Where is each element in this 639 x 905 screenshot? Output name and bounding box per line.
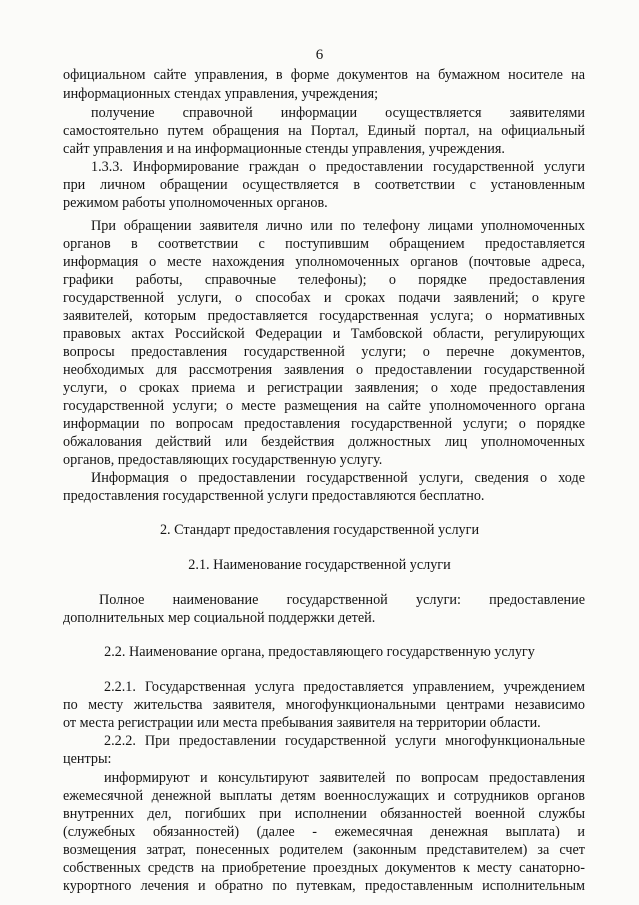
text-line: официальном сайте управления, в форме документов на бумажном носителе на	[63, 67, 585, 83]
text-line: внутренних дел, погибших при исполнении обязанностей военной службы	[63, 806, 585, 822]
text-line: обжалования действий или бездействия должностных лиц уполномоченных	[63, 434, 585, 450]
text-line: режимом работы уполномоченных органов.	[63, 195, 328, 211]
text-line: необходимых для рассмотрения заявления о предоставлении государственной	[63, 362, 585, 378]
text-line: информация о месте нахождения уполномоченных органов (почтовые адреса,	[63, 254, 585, 270]
text-line: предоставления государственной услуги предоставляются бесплатно.	[63, 488, 485, 504]
text-line: возмещения затрат, понесенных родителем (законным представителем) за счет	[63, 842, 585, 858]
text-line: государственной услуги, о способах и сроках подачи заявлений; о круге	[63, 290, 585, 306]
text-line: 1.3.3. Информирование граждан о предоставлении государственной услуги	[91, 159, 585, 175]
text-line: графики работы, справочные телефоны); о порядке предоставления	[63, 272, 585, 288]
text-line: органов, предоставляющих государственную услугу.	[63, 452, 383, 468]
section-heading: 2.1. Наименование государственной услуги	[188, 557, 451, 573]
text-line: центры:	[63, 751, 112, 767]
text-line: 2.2.2. При предоставлении государственной услуги многофункциональные	[104, 733, 585, 749]
text-line: Информация о предоставлении государственной услуги, сведения о ходе	[91, 470, 585, 486]
text-line: курортного лечения и обратно по путевкам, предоставленным исполнительным	[63, 878, 585, 894]
text-line: вопросы предоставления государственной услуги; о перечне документов,	[63, 344, 585, 360]
text-line: 2.2.1. Государственная услуга предоставляется управлением, учреждением	[104, 679, 585, 695]
section-heading: 2.2. Наименование органа, предоставляющего государственную услугу	[104, 644, 535, 660]
text-line: Полное наименование государственной услуги: предоставление	[99, 592, 585, 608]
text-line: ежемесячной денежной выплаты детям военнослужащих и сотрудников органов	[63, 788, 585, 804]
text-line: государственной услуги; о месте размещения на сайте уполномоченного органа	[63, 398, 585, 414]
text-line: При обращении заявителя лично или по телефону лицами уполномоченных	[91, 218, 585, 234]
text-line: сайт управления и на информационные стенды управления, учреждения.	[63, 141, 505, 157]
text-line: при личном обращении осуществляется в соответствии с установленным	[63, 177, 585, 193]
section-heading: 2. Стандарт предоставления государственной услуги	[159, 522, 480, 538]
text-line: заявителей, которым предоставляется государственная услуга; о нормативных	[63, 308, 585, 324]
text-line: дополнительных мер социальной поддержки детей.	[63, 610, 376, 626]
text-line: самостоятельно путем обращения на Портал, Единый портал, на официальный	[63, 123, 585, 139]
text-line: (служебных обязанностей) (далее - ежемесячная денежная выплата) и	[63, 824, 585, 840]
text-line: услуги, о сроках приема и регистрации заявления; о ходе предоставления	[63, 380, 585, 396]
text-line: по месту жительства заявителя, многофункциональными центрами независимо	[63, 697, 585, 713]
text-line: информируют и консультируют заявителей по вопросам предоставления	[104, 770, 585, 786]
text-line: правовых актах Российской Федерации и Тамбовской области, регулирующих	[63, 326, 585, 342]
text-line: информационных стендах управления, учреждения;	[63, 86, 379, 102]
page-number: 6	[315, 47, 324, 63]
text-line: от места регистрации или места пребывания заявителя на территории области.	[63, 715, 541, 731]
text-line: получение справочной информации осуществляется заявителями	[91, 105, 585, 121]
text-line: собственных средств на приобретение проездных документов к месту санаторно-	[63, 860, 585, 876]
text-line: информации по вопросам предоставления государственной услуги; о порядке	[63, 416, 585, 432]
text-line: органов в соответствии с поступившим обращением предоставляется	[63, 236, 585, 252]
